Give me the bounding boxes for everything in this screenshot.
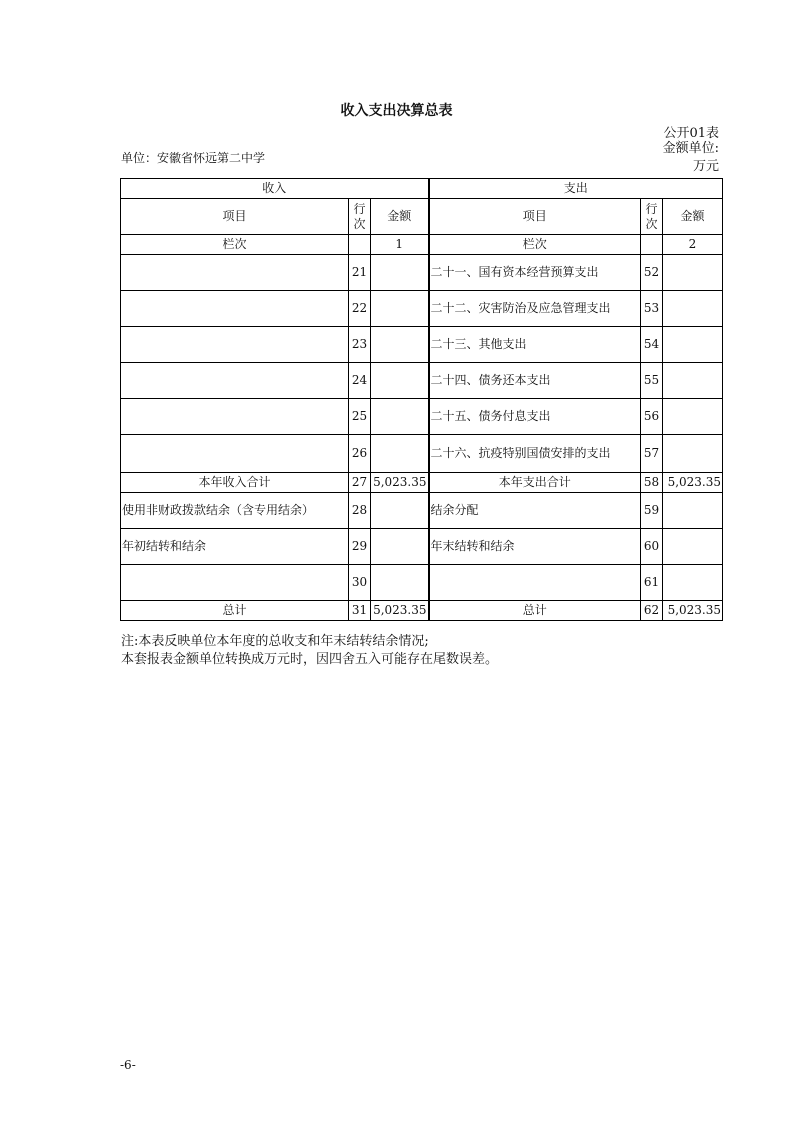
income-amount-header: 金额 (371, 199, 429, 235)
income-amount-cell: 5,023.35 (371, 601, 429, 621)
income-line-cell: 25 (349, 399, 371, 435)
income-line-cell: 26 (349, 435, 371, 473)
table-row (121, 565, 723, 601)
income-column-blank (349, 235, 371, 255)
income-column-number: 1 (371, 235, 429, 255)
income-amount-cell (371, 529, 429, 565)
income-column-label: 栏次 (121, 235, 349, 255)
table-row (121, 327, 723, 363)
income-amount-cell (371, 327, 429, 363)
expense-line-cell: 56 (641, 399, 663, 435)
expense-amount-cell (663, 435, 723, 473)
income-item-cell (121, 565, 349, 601)
income-item-cell: 总计 (121, 601, 349, 621)
table-row (121, 493, 723, 529)
expense-line-header: 行 次 (641, 199, 663, 235)
expense-item-cell: 年末结转和结余 (429, 529, 641, 565)
expense-item-cell: 二十三、其他支出 (429, 327, 641, 363)
income-item-cell (121, 291, 349, 327)
income-amount-cell: 5,023.35 (371, 473, 429, 493)
expense-column-number: 2 (663, 235, 723, 255)
expense-item-cell: 二十六、抗疫特别国债安排的支出 (429, 435, 641, 473)
expense-line-cell: 52 (641, 255, 663, 291)
table-row (121, 473, 723, 493)
expense-amount-cell (663, 291, 723, 327)
income-amount-cell (371, 363, 429, 399)
income-amount-cell (371, 435, 429, 473)
expense-column-label: 栏次 (429, 235, 641, 255)
income-item-cell (121, 363, 349, 399)
income-item-cell (121, 399, 349, 435)
expense-item-cell: 二十一、国有资本经营预算支出 (429, 255, 641, 291)
expense-amount-cell (663, 565, 723, 601)
expense-line-cell: 62 (641, 601, 663, 621)
expense-line-cell: 61 (641, 565, 663, 601)
income-line-cell: 24 (349, 363, 371, 399)
income-header: 收入 (121, 179, 429, 199)
income-line-cell: 23 (349, 327, 371, 363)
expense-item-cell: 二十五、债务付息支出 (429, 399, 641, 435)
expense-column-blank (641, 235, 663, 255)
table-row (121, 255, 723, 291)
expense-amount-cell (663, 363, 723, 399)
table-title: 收入支出决算总表 (340, 103, 453, 119)
income-line-header: 行 次 (349, 199, 371, 235)
expense-item-cell: 二十二、灾害防治及应急管理支出 (429, 291, 641, 327)
expense-line-cell: 59 (641, 493, 663, 529)
income-expense-table (120, 178, 723, 621)
table-row (121, 435, 723, 473)
expense-item-cell: 总计 (429, 601, 641, 621)
income-amount-cell (371, 565, 429, 601)
expense-line-cell: 58 (641, 473, 663, 493)
income-item-cell: 年初结转和结余 (121, 529, 349, 565)
expense-amount-cell: 5,023.35 (663, 601, 723, 621)
income-amount-cell (371, 493, 429, 529)
expense-amount-cell (663, 327, 723, 363)
expense-item-cell: 结余分配 (429, 493, 641, 529)
expense-amount-cell: 5,023.35 (663, 473, 723, 493)
footnote-line: 注:本表反映单位本年度的总收支和年末结转结余情况; (121, 634, 429, 649)
table-row (121, 399, 723, 435)
table-row (121, 291, 723, 327)
income-item-cell (121, 327, 349, 363)
expense-item-header: 项目 (429, 199, 641, 235)
expense-line-cell: 55 (641, 363, 663, 399)
income-item-cell (121, 255, 349, 291)
income-line-cell: 29 (349, 529, 371, 565)
income-amount-cell (371, 291, 429, 327)
expense-amount-cell (663, 255, 723, 291)
income-line-cell: 31 (349, 601, 371, 621)
expense-item-cell (429, 565, 641, 601)
income-line-cell: 27 (349, 473, 371, 493)
table-row (121, 363, 723, 399)
expense-header: 支出 (429, 179, 723, 199)
reporting-unit: 单位：安徽省怀远第二中学 (121, 151, 266, 165)
table-row (121, 601, 723, 621)
expense-item-cell: 本年支出合计 (429, 473, 641, 493)
expense-line-cell: 53 (641, 291, 663, 327)
footnotes (121, 633, 498, 669)
expense-line-cell: 54 (641, 327, 663, 363)
expense-amount-header: 金额 (663, 199, 723, 235)
page-number: -6- (120, 1058, 136, 1072)
income-item-cell (121, 435, 349, 473)
income-amount-cell (371, 399, 429, 435)
expense-line-cell: 60 (641, 529, 663, 565)
amount-unit-label: 金额单位: (662, 141, 719, 156)
expense-line-cell: 57 (641, 435, 663, 473)
amount-unit (663, 140, 719, 176)
income-item-cell: 本年收入合计 (121, 473, 349, 493)
income-amount-cell (371, 255, 429, 291)
footnote-line: 本套报表金额单位转换成万元时，因四舍五入可能存在尾数误差。 (121, 652, 499, 667)
amount-unit-value: 万元 (692, 159, 719, 174)
income-line-cell: 28 (349, 493, 371, 529)
income-line-cell: 21 (349, 255, 371, 291)
form-code: 公开01表 (663, 126, 719, 141)
expense-amount-cell (663, 493, 723, 529)
expense-amount-cell (663, 399, 723, 435)
income-item-header: 项目 (121, 199, 349, 235)
expense-item-cell: 二十四、债务还本支出 (429, 363, 641, 399)
income-line-cell: 22 (349, 291, 371, 327)
expense-amount-cell (663, 529, 723, 565)
income-line-cell: 30 (349, 565, 371, 601)
income-item-cell: 使用非财政拨款结余（含专用结余） (121, 493, 349, 529)
table-row (121, 529, 723, 565)
